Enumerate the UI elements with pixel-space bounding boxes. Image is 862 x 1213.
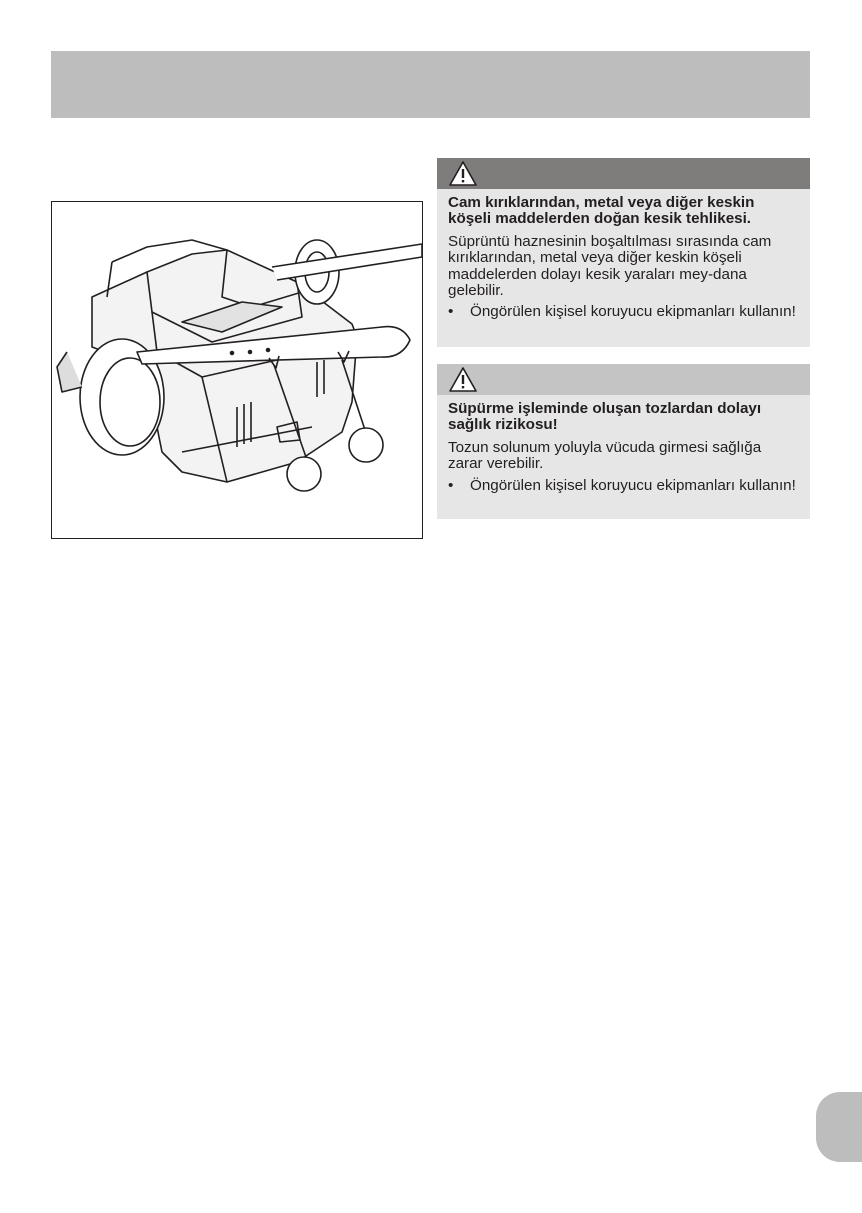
warning-instruction	[448, 304, 799, 320]
section-header-bar	[51, 51, 810, 118]
page-edge-tab	[816, 1092, 862, 1162]
warning-text: Süprüntü haznesinin boşaltılması sırasında cam kırıklarından, metal veya diğer keskin köşeli maddelerden dolayı kesik yaraları mey-dana gelebilir.	[448, 232, 772, 300]
warning-instruction	[448, 478, 799, 494]
warning-title: Süpürme işleminde oluşan tozlardan dolayı sağlık rizikosu!	[448, 400, 762, 434]
sweeper-illustration	[51, 201, 423, 539]
sweeper-drawing	[52, 202, 422, 538]
warning-triangle-icon	[448, 366, 478, 393]
bullet-mark: •	[448, 303, 454, 321]
warning-title: Cam kırıklarından, metal veya diğer keskin köşeli maddelerden doğan kesik tehlikesi.	[448, 194, 755, 228]
instruction-text: Öngörülen kişisel koruyucu ekipmanları kullanın!	[470, 303, 796, 321]
warning-box-cut-hazard	[437, 158, 810, 347]
bullet-mark: •	[448, 476, 454, 494]
warning-header	[437, 364, 810, 395]
warning-triangle-icon	[448, 160, 478, 187]
warning-header	[437, 158, 810, 189]
warning-box-dust-hazard	[437, 364, 810, 519]
warning-text: Tozun solunum yoluyla vücuda girmesi sağlığa zarar verebilir.	[448, 438, 762, 473]
instruction-text: Öngörülen kişisel koruyucu ekipmanları kullanın!	[470, 476, 796, 494]
